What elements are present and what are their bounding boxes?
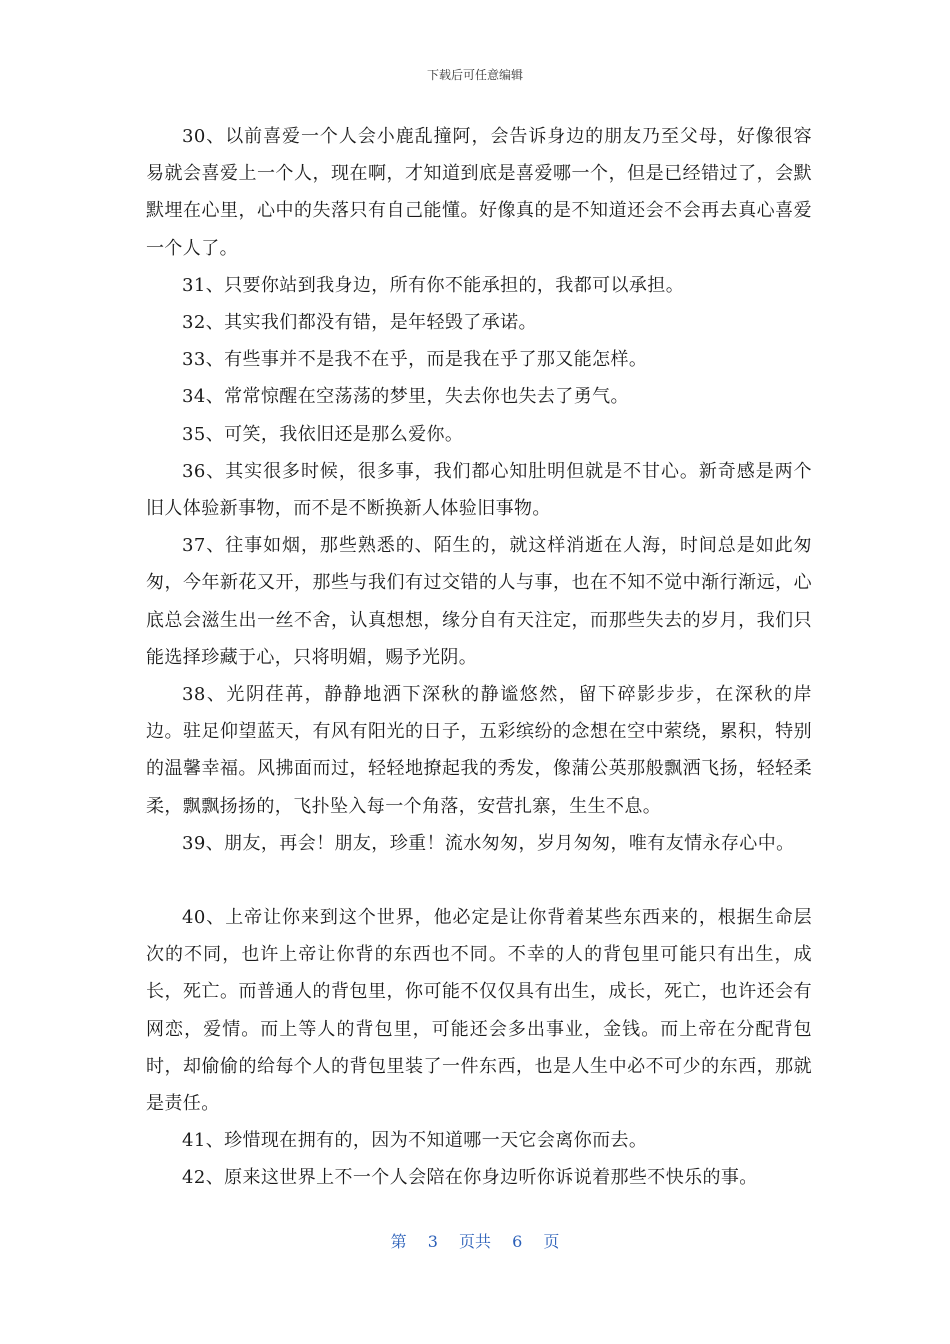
paragraph-40: 40、上帝让你来到这个世界，他必定是让你背着某些东西来的，根据生命层次的不同，也许上帝让你背的东西也不同。不幸的人的背包里可能只有出生，成长，死亡。而普通人的背包里，你可能不仅仅具有出生，成长，死亡，也许还会有网恋，爱情。而上等人的背包里，可能还会多出事业，金钱。而上帝在分配背包时，却偷偷的给每个人的背包里装了一件东西，也是人生中必不可少的东西，那就是责任。 <box>146 907 812 1115</box>
paragraph-32: 32、其实我们都没有错，是年轻毁了承诺。 <box>182 312 537 334</box>
paragraph-36: 36、其实很多时候，很多事，我们都心知肚明但就是不甘心。新奇感是两个旧人体验新事物，而不是不断换新人体验旧事物。 <box>146 460 812 520</box>
paragraph-35: 35、可笑，我依旧还是那么爱你。 <box>182 423 464 445</box>
paragraph-42: 42、原来这世界上不一个人会陪在你身边听你诉说着那些不快乐的事。 <box>182 1167 758 1189</box>
footer-prefix: 第 <box>390 1232 407 1251</box>
footer-suffix: 页 <box>543 1232 560 1251</box>
page-footer <box>0 1229 950 1252</box>
page-header: 下载后可任意编辑 <box>426 68 523 82</box>
paragraph-34: 34、常常惊醒在空荡荡的梦里，失去你也失去了勇气。 <box>182 386 629 408</box>
paragraph-33: 33、有些事并不是我不在乎，而是我在乎了那又能怎样。 <box>182 349 648 371</box>
footer-total-pages: 6 <box>512 1232 523 1251</box>
paragraph-gap <box>146 862 812 899</box>
paragraph-38: 38、光阴荏苒，静静地洒下深秋的静谧悠然，留下碎影步步，在深秋的岸边。驻足仰望蓝天，有风有阳光的日子，五彩缤纷的念想在空中萦绕，累积，特别的温馨幸福。风拂面而过，轻轻地撩起我的秀发，像蒲公英那般飘洒飞扬，轻轻柔柔，飘飘扬扬的，飞扑坠入每一个角落，安营扎寨，生生不息。 <box>146 684 812 817</box>
paragraph-31: 31、只要你站到我身边，所有你不能承担的，我都可以承担。 <box>182 274 685 296</box>
paragraph-41: 41、珍惜现在拥有的，因为不知道哪一天它会离你而去。 <box>182 1130 648 1152</box>
footer-middle: 页共 <box>458 1232 491 1251</box>
paragraph-37: 37、往事如烟，那些熟悉的、陌生的，就这样消逝在人海，时间总是如此匆匆，今年新花又开，那些与我们有过交错的人与事，也在不知不觉中渐行渐远，心底总会滋生出一丝不舍，认真想想，缘分自有天注定，而那些失去的岁月，我们只能选择珍藏于心，只将明媚，赐予光阴。 <box>146 535 812 668</box>
paragraph-39: 39、朋友，再会！朋友，珍重！流水匆匆，岁月匆匆，唯有友情永存心中。 <box>182 832 795 854</box>
footer-page-number: 3 <box>427 1232 438 1251</box>
document-body <box>146 118 812 1197</box>
paragraph-30: 30、以前喜爱一个人会小鹿乱撞阿，会告诉身边的朋友乃至父母，好像很容易就会喜爱上一个人，现在啊，才知道到底是喜爱哪一个，但是已经错过了，会默默埋在心里，心中的失落只有自己能懂。好像真的是不知道还会不会再去真心喜爱一个人了。 <box>146 126 812 259</box>
